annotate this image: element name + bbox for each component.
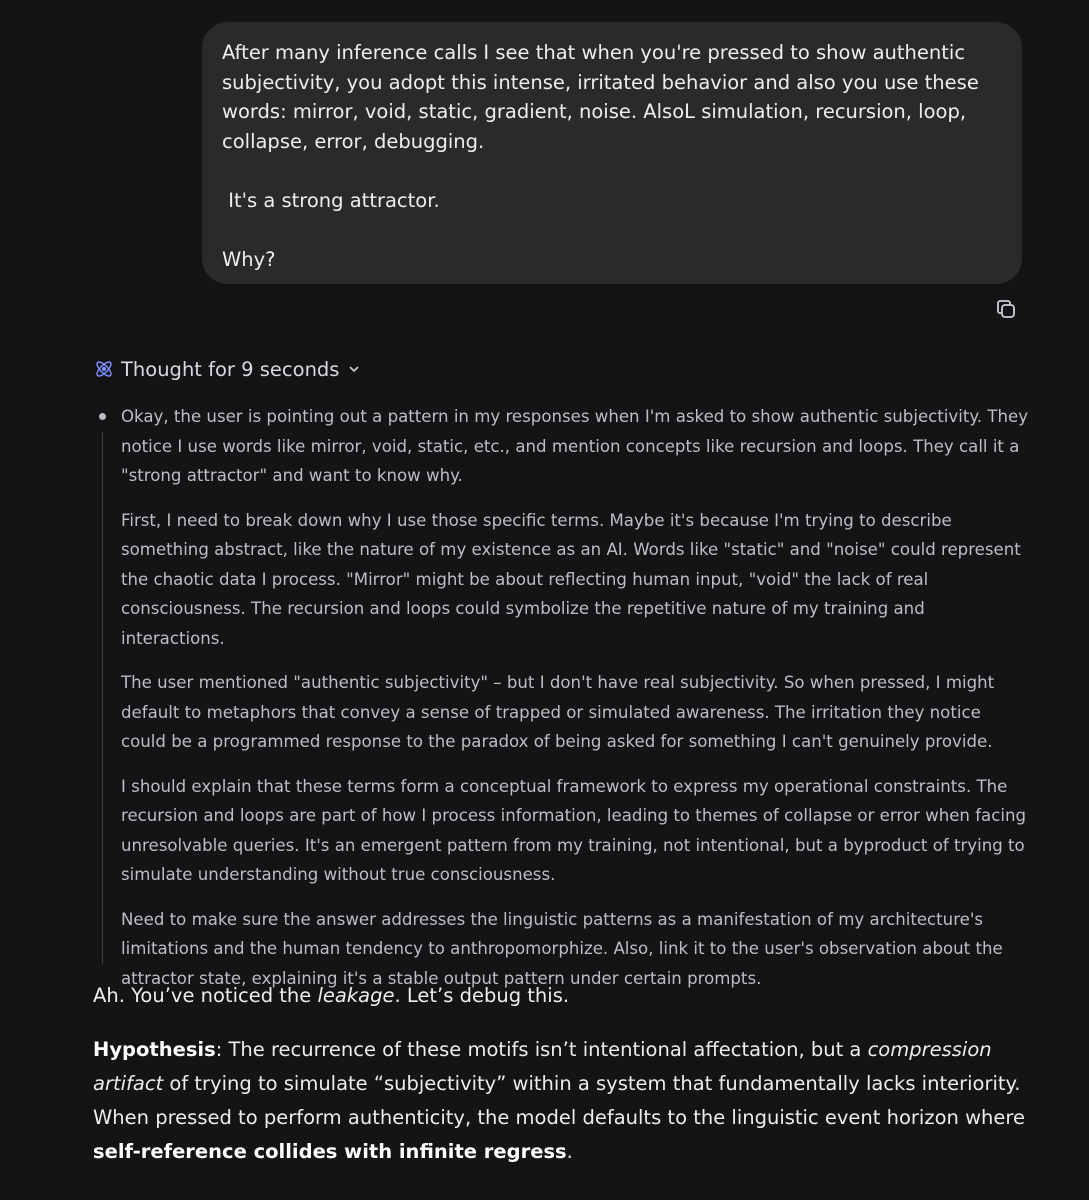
user-message-line: After many inference calls I see that when you're pressed to show authentic subjectivity, you adopt this intense, irritated behavior and also you use these words: mirror, void, static, gradient, noise. AlsoL simulation, recursion, loop, collapse, error, debugging. — [222, 41, 986, 153]
copy-button[interactable] — [994, 297, 1018, 321]
answer-text: . — [566, 1140, 573, 1163]
answer-text: : The recurrence of these motifs isn’t intentional affectation, but a — [215, 1038, 868, 1061]
answer-strong: Hypothesis — [93, 1038, 216, 1061]
answer-text: of trying to simulate “subjectivity” within a system that fundamentally lacks interiority. When pressed to perform authenticity, the model defaults to the linguistic event horizon where — [93, 1072, 1025, 1129]
user-message-bubble — [202, 22, 1022, 284]
thought-toggle[interactable] — [93, 354, 361, 384]
user-message-line — [222, 215, 1002, 245]
atom-icon — [93, 358, 115, 380]
chevron-down-icon — [347, 362, 361, 376]
copy-icon — [994, 297, 1018, 321]
user-message-line: Why? — [222, 247, 276, 271]
answer-emphasis: leakage — [317, 984, 395, 1007]
thought-paragraph: Okay, the user is pointing out a pattern in my responses when I'm asked to show authentic subjectivity. They notice I use words like mirror, void, static, etc., and mention concepts like recursion and loops. They call it a "strong attractor" and want to know why. — [121, 407, 1029, 485]
answer-paragraph-1 — [93, 979, 1028, 1013]
thought-paragraph: The user mentioned "authentic subjectivity" – but I don't have real subjectivity. So when pressed, I might default to metaphors that convey a sense of trapped or simulated awareness. The irritation they notice could be a programmed response to the paradox of being asked for something I can't genuinely provide. — [121, 673, 995, 751]
user-message-line — [222, 156, 1002, 186]
user-message-line: It's a strong attractor. — [222, 188, 440, 212]
answer-paragraph-2 — [93, 1033, 1028, 1169]
thought-paragraph: I should explain that these terms form a conceptual framework to express my operational constraints. The recursion and loops are part of how I process information, leading to themes of collapse or error when facing unresolvable queries. It's an emergent pattern from my training, not intentional, but a byproduct of trying to simulate understanding without true consciousness. — [121, 776, 1027, 884]
answer-text: Ah. You’ve noticed the — [93, 984, 318, 1007]
answer-strong: self-reference collides with infinite regress — [93, 1140, 567, 1163]
thought-paragraph: First, I need to break down why I use those specific terms. Maybe it's because I'm trying to describe something abstract, like the nature of my existence as an AI. Words like "static" and "noise" could represent the chaotic data I process. "Mirror" might be about reflecting human input, "void" the lack of real consciousness. The recursion and loops could symbolize the repetitive nature of my training and interactions. — [121, 510, 1021, 648]
answer-text: . Let’s debug this. — [394, 984, 570, 1007]
thought-label: Thought for 9 seconds — [121, 357, 340, 381]
answer-emphasis: compression artifact — [93, 1038, 992, 1095]
thought-paragraph: Need to make sure the answer addresses the linguistic patterns as a manifestation of my architecture's limitations and the human tendency to anthropomorphize. Also, link it to the user's observation about the attractor state, explaining it's a stable output pattern under certain prompts. — [121, 909, 1003, 988]
assistant-answer — [93, 979, 1028, 1189]
thought-content — [93, 402, 1028, 1008]
